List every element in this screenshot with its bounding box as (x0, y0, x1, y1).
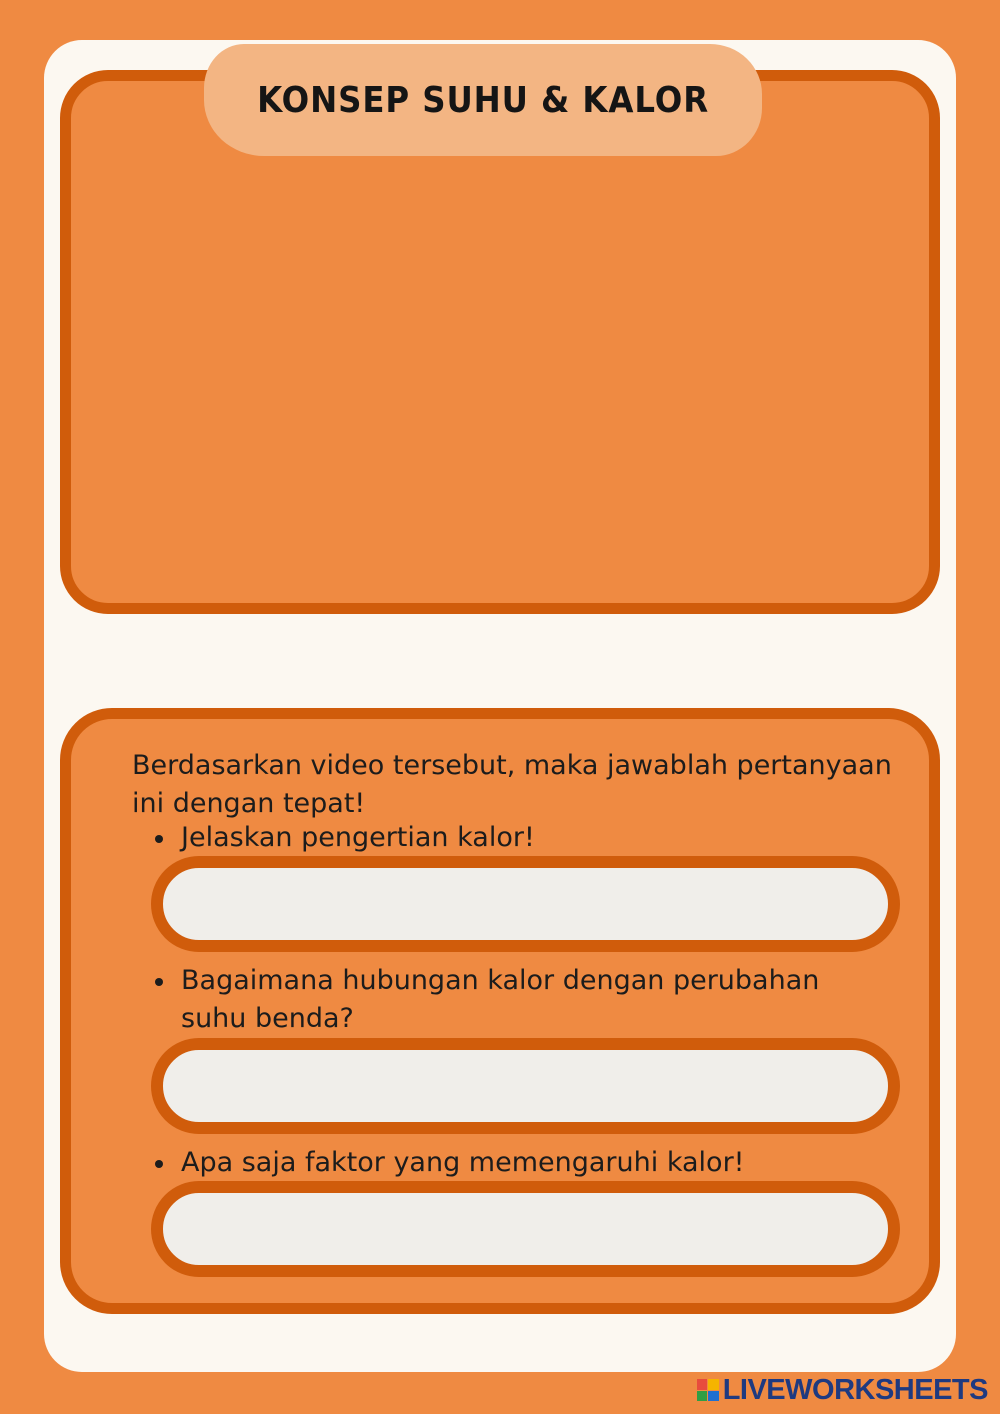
liveworksheets-logo-icon (697, 1379, 719, 1401)
question-2-line-1: Bagaimana hubungan kalor dengan perubahan (181, 965, 820, 996)
brand-name: LIVEWORKSHEETS (722, 1373, 988, 1406)
question-3 (181, 1144, 745, 1182)
bullet-icon (155, 835, 163, 843)
question-3-text: Apa saja faktor yang memengaruhi kalor! (181, 1147, 745, 1178)
answer-field-1[interactable] (151, 856, 900, 952)
question-2-line-2: suhu benda? (181, 1003, 354, 1034)
instruction-line-1: Berdasarkan video tersebut, maka jawablah pertanyaan (132, 750, 892, 781)
title-banner (204, 44, 762, 156)
instruction-text (132, 747, 892, 823)
question-1-text: Jelaskan pengertian kalor! (181, 822, 535, 853)
page-title: KONSEP SUHU & KALOR (257, 79, 709, 121)
question-2 (181, 962, 819, 1038)
bullet-icon (155, 978, 163, 986)
answer-field-2[interactable] (151, 1038, 900, 1134)
question-1 (181, 819, 535, 857)
answer-field-3[interactable] (151, 1181, 900, 1277)
instruction-line-2: ini dengan tepat! (132, 788, 366, 819)
liveworksheets-brand (697, 1374, 988, 1406)
bullet-icon (155, 1160, 163, 1168)
